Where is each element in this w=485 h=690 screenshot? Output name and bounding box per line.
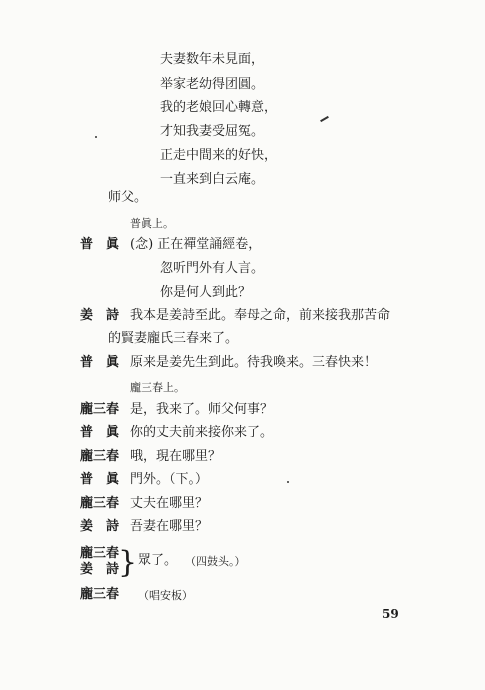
line-puzhen-1-cont-2: 你是何人到此？ — [160, 285, 252, 300]
page-number: 59 — [382, 607, 399, 621]
line-dialogue-6: 吾妻在哪里？ — [130, 519, 209, 534]
speaker-puzhen-2: 普 眞 — [80, 355, 120, 370]
line-puzhen-1: (念) 正在禪堂誦經卷， — [130, 237, 262, 252]
verse-line-2: 举家老幼得团圓。 — [160, 77, 265, 92]
speaker-dialogue-5: 龐三春 — [80, 496, 120, 511]
verse-line-6: 一直来到白云庵。 — [160, 172, 265, 187]
verse-line-1: 夫妻数年未見面， — [160, 52, 265, 67]
speaker-dialogue-1: 龐三春 — [80, 402, 120, 417]
speaker-last: 龐三春 — [80, 587, 120, 602]
line-last: （唱安板） — [138, 589, 193, 602]
speck-1 — [95, 136, 97, 138]
speaker-dialogue-6: 姜 詩 — [80, 519, 120, 534]
stage-direction-1: 普眞上。 — [130, 217, 174, 230]
line-dialogue-2: 你的丈夫前来接你来了。 — [130, 425, 274, 440]
speck-3 — [287, 481, 289, 483]
speaker-dialogue-4: 普 眞 — [80, 472, 120, 487]
line-joint: 眾了。 — [138, 553, 178, 568]
speaker-joint-2: 姜 詩 — [80, 562, 120, 577]
line-dialogue-3: 哦，現在哪里？ — [130, 449, 222, 464]
speaker-dialogue-2: 普 眞 — [80, 425, 120, 440]
line-shifu: 师父。 — [108, 190, 148, 205]
line-dialogue-1: 是，我来了。师父何事？ — [130, 402, 274, 417]
stage-direction-2: 龐三春上。 — [130, 381, 185, 394]
speaker-puzhen-1: 普 眞 — [80, 237, 120, 252]
note-joint: （四鼓头。） — [185, 555, 246, 568]
speaker-jiangshi-1: 姜 詩 — [80, 308, 120, 323]
verse-line-3: 我的老娘回心轉意， — [160, 100, 278, 115]
line-dialogue-5: 丈夫在哪里？ — [130, 496, 209, 511]
verse-line-4: 才知我妻受屈冤。 — [160, 124, 265, 139]
line-puzhen-2: 原来是姜先生到此。待我喚来。三春快来！ — [130, 355, 378, 370]
speck-2 — [320, 116, 329, 122]
line-dialogue-4: 門外。（下。） — [130, 472, 209, 487]
speaker-joint-1: 龐三春 — [80, 546, 120, 561]
speaker-dialogue-3: 龐三春 — [80, 449, 120, 464]
line-jiangshi-1: 我本是姜詩至此。奉母之命，前来接我那苦命 — [130, 308, 391, 323]
line-jiangshi-1-cont: 的賢妻龐氏三春来了。 — [108, 331, 239, 346]
verse-line-5: 正走中間来的好快， — [160, 148, 278, 163]
joint-brace: } — [118, 545, 138, 580]
line-puzhen-1-cont-1: 忽听門外有人言。 — [160, 261, 265, 276]
